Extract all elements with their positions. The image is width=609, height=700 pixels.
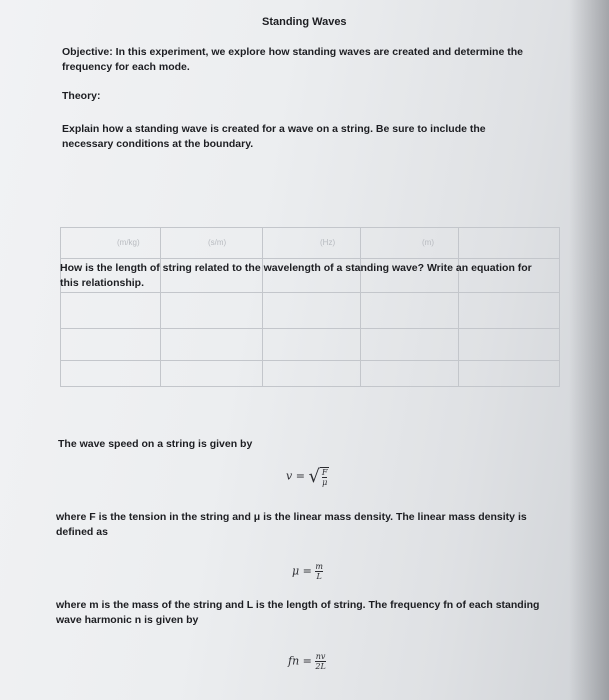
bleed-header: (Hz)	[320, 238, 336, 247]
table-line	[160, 227, 161, 386]
page-shadow	[569, 0, 609, 700]
numerator: nv	[315, 652, 326, 661]
denominator: μ	[322, 477, 328, 487]
table-line	[360, 227, 361, 386]
table-line	[60, 360, 560, 361]
objective-text: Objective: In this experiment, we explore how standing waves are created and determine the frequency for each mode.	[62, 46, 523, 73]
eq-lhs: fn	[288, 654, 300, 668]
table-line	[559, 227, 560, 386]
mass-text: where m is the mass of the string and L is the length of string. The frequency fn of each standing wave harmonic n is given by	[56, 599, 540, 626]
fraction	[322, 468, 328, 487]
bleed-header: (m/kg)	[117, 238, 140, 247]
numerator: F	[321, 467, 328, 477]
table-line	[60, 258, 560, 259]
table-line	[60, 328, 560, 329]
page-title: Standing Waves	[262, 16, 347, 28]
table-line	[60, 227, 560, 228]
denominator: L	[316, 572, 322, 581]
table-line	[458, 227, 459, 386]
theory-label: Theory:	[62, 90, 101, 102]
wave-speed-intro: The wave speed on a string is given by	[58, 438, 253, 450]
tension-text: where F is the tension in the string and μ is the linear mass density. The linear mass density is defined as	[56, 511, 527, 538]
eq-lhs: v	[286, 469, 293, 483]
equation-wave-speed: v = √ $\frac{F}{\mu}$	[286, 466, 328, 487]
sqrt-symbol: √	[308, 466, 320, 487]
table-line	[60, 292, 560, 293]
equation-linear-density: μ = $\frac{m}{L}$	[292, 562, 323, 581]
table-line	[262, 227, 263, 386]
numerator: m	[315, 562, 323, 571]
fraction	[315, 652, 325, 671]
question-string-length: How is the length of string related to the wavelength of a standing wave? Write an equation for this relationship.	[60, 262, 532, 289]
equation-frequency: fn = $\frac{nv}{2L}$	[288, 652, 326, 671]
eq-lhs: μ	[292, 564, 300, 578]
bleed-header: (m)	[422, 238, 434, 247]
fraction	[315, 562, 323, 581]
denominator: 2L	[315, 662, 326, 671]
table-line	[60, 386, 560, 387]
table-line	[60, 227, 61, 386]
radicand	[320, 467, 330, 487]
bleed-header: (s/m)	[208, 238, 227, 247]
question-standing-wave: Explain how a standing wave is created for a wave on a string. Be sure to include the necessary conditions at the boundary.	[62, 123, 486, 150]
